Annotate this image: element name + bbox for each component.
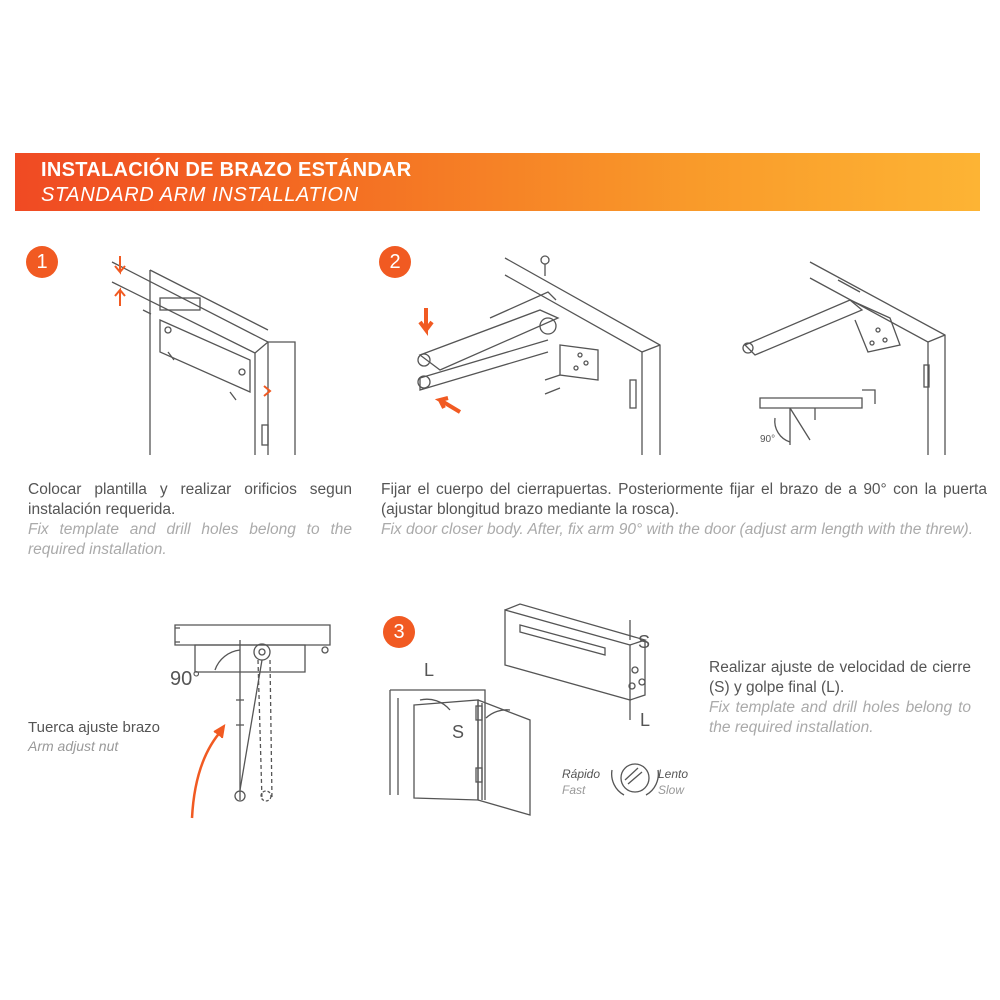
- step-1-text-es: Colocar plantilla y realizar orificios segun instalación requerida.: [28, 481, 352, 518]
- step1-door-template-illustration: [112, 262, 295, 455]
- arm-nut-label-es: Tuerca ajuste brazo: [28, 719, 161, 736]
- step-2-text: [381, 480, 987, 540]
- step-2-text-en: Fix door closer body. After, fix arm 90° with the door (adjust arm length with the threw).: [381, 521, 974, 538]
- arm-nut-label-en: Arm adjust nut: [28, 738, 119, 754]
- step2-installed-illustration: [743, 262, 945, 455]
- step-1-badge: 1: [26, 246, 58, 278]
- step3-door-illustration: [390, 690, 530, 815]
- fast-label-es: Rápido: [562, 767, 601, 781]
- step-3-text-es: Realizar ajuste de velocidad de cierre (S) y golpe final (L).: [709, 659, 971, 696]
- step-2-badge: 2: [379, 246, 411, 278]
- closer-s-label: S: [638, 632, 651, 652]
- step-2-text-es: Fijar el cuerpo del cierrapuertas. Posteriormente fijar el brazo de a 90° con la puerta (ajustar blongitud brazo mediante la rosca).: [381, 481, 987, 518]
- door-s-label: S: [452, 722, 465, 742]
- fast-label-en: Fast: [562, 783, 586, 797]
- arm-nut-arrow: [192, 730, 222, 818]
- step-1-text-en: Fix template and drill holes belong to the required installation.: [28, 521, 352, 558]
- step-1-text: [28, 480, 352, 560]
- slow-label-es: Lento: [658, 767, 689, 781]
- step-3-text-en: Fix template and drill holes belong to the required installation.: [709, 699, 971, 736]
- step2-closer-illustration: [418, 256, 660, 455]
- step3-closer-illustration: [505, 604, 645, 720]
- arm-angle-label: 90°: [170, 668, 201, 690]
- door-l-label: L: [424, 660, 435, 680]
- step-3-badge: 3: [383, 616, 415, 648]
- title-en: STANDARD ARM INSTALLATION: [41, 184, 359, 206]
- title-es: INSTALACIÓN DE BRAZO ESTÁNDAR: [41, 159, 412, 181]
- closer-l-label: L: [640, 710, 651, 730]
- speed-dial-icon: [612, 764, 659, 795]
- step2-angle-label: 90°: [760, 434, 776, 445]
- step1-arrows: [115, 256, 270, 396]
- slow-label-en: Slow: [658, 783, 685, 797]
- step-3-text: [709, 658, 971, 738]
